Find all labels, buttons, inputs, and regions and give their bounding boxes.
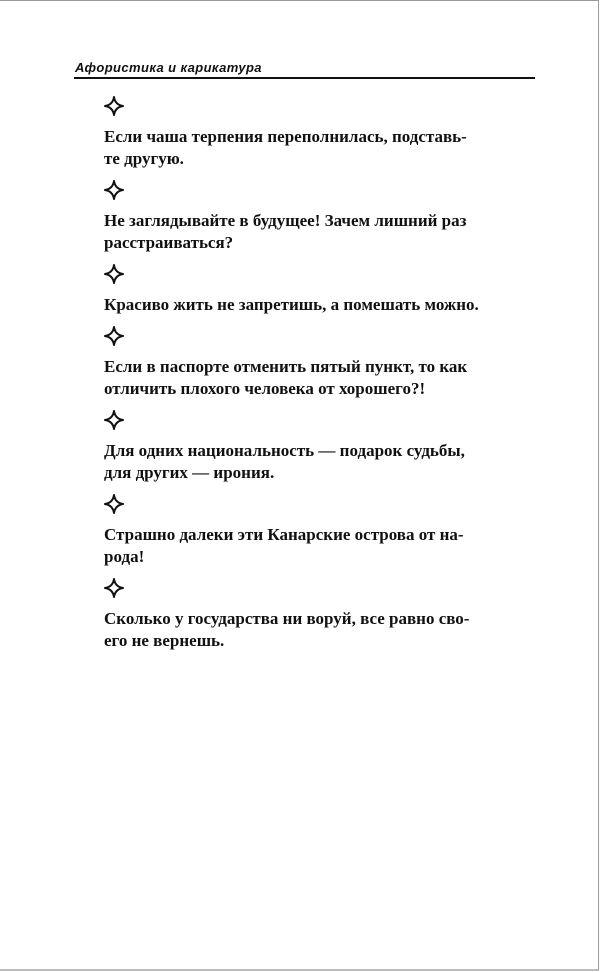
aphorism-line: Страшно далеки эти Канарские острова от на-	[104, 525, 464, 544]
aphorism	[104, 440, 538, 484]
aphorism	[104, 294, 538, 316]
four-point-star-icon	[104, 410, 538, 432]
four-point-star-icon	[104, 180, 538, 202]
aphorism-line: его не вернешь.	[104, 631, 225, 650]
four-point-star-icon	[104, 494, 538, 516]
aphorism	[104, 210, 538, 254]
aphorism-line: Красиво жить не запретишь, а помешать можно.	[104, 295, 479, 314]
aphorism-line: Для одних национальность — подарок судьбы,	[104, 441, 465, 460]
aphorism-line: Сколько у государства ни воруй, все равно сво-	[104, 609, 470, 628]
aphorism-line: те другую.	[104, 149, 184, 168]
aphorism-line: Не заглядывайте в будущее! Зачем лишний раз	[104, 211, 467, 230]
aphorism	[104, 356, 538, 400]
aphorism	[104, 126, 538, 170]
aphorism-line: отличить плохого человека от хорошего?!	[104, 379, 426, 398]
four-point-star-icon	[104, 264, 538, 286]
aphorism-line: расстраиваться?	[104, 233, 234, 252]
aphorism-line: Если в паспорте отменить пятый пункт, то как	[104, 357, 468, 376]
aphorism	[104, 608, 538, 652]
four-point-star-icon	[104, 96, 538, 118]
aphorism-line: Если чаша терпения переполнилась, подставь-	[104, 127, 467, 146]
four-point-star-icon	[104, 326, 538, 348]
aphorism-list	[104, 96, 538, 662]
running-header	[74, 59, 535, 79]
aphorism-line: для других — ирония.	[104, 463, 275, 482]
four-point-star-icon	[104, 578, 538, 600]
aphorism	[104, 524, 538, 568]
running-header-title: Афористика и карикатура	[75, 60, 262, 75]
aphorism-line: рода!	[104, 547, 145, 566]
